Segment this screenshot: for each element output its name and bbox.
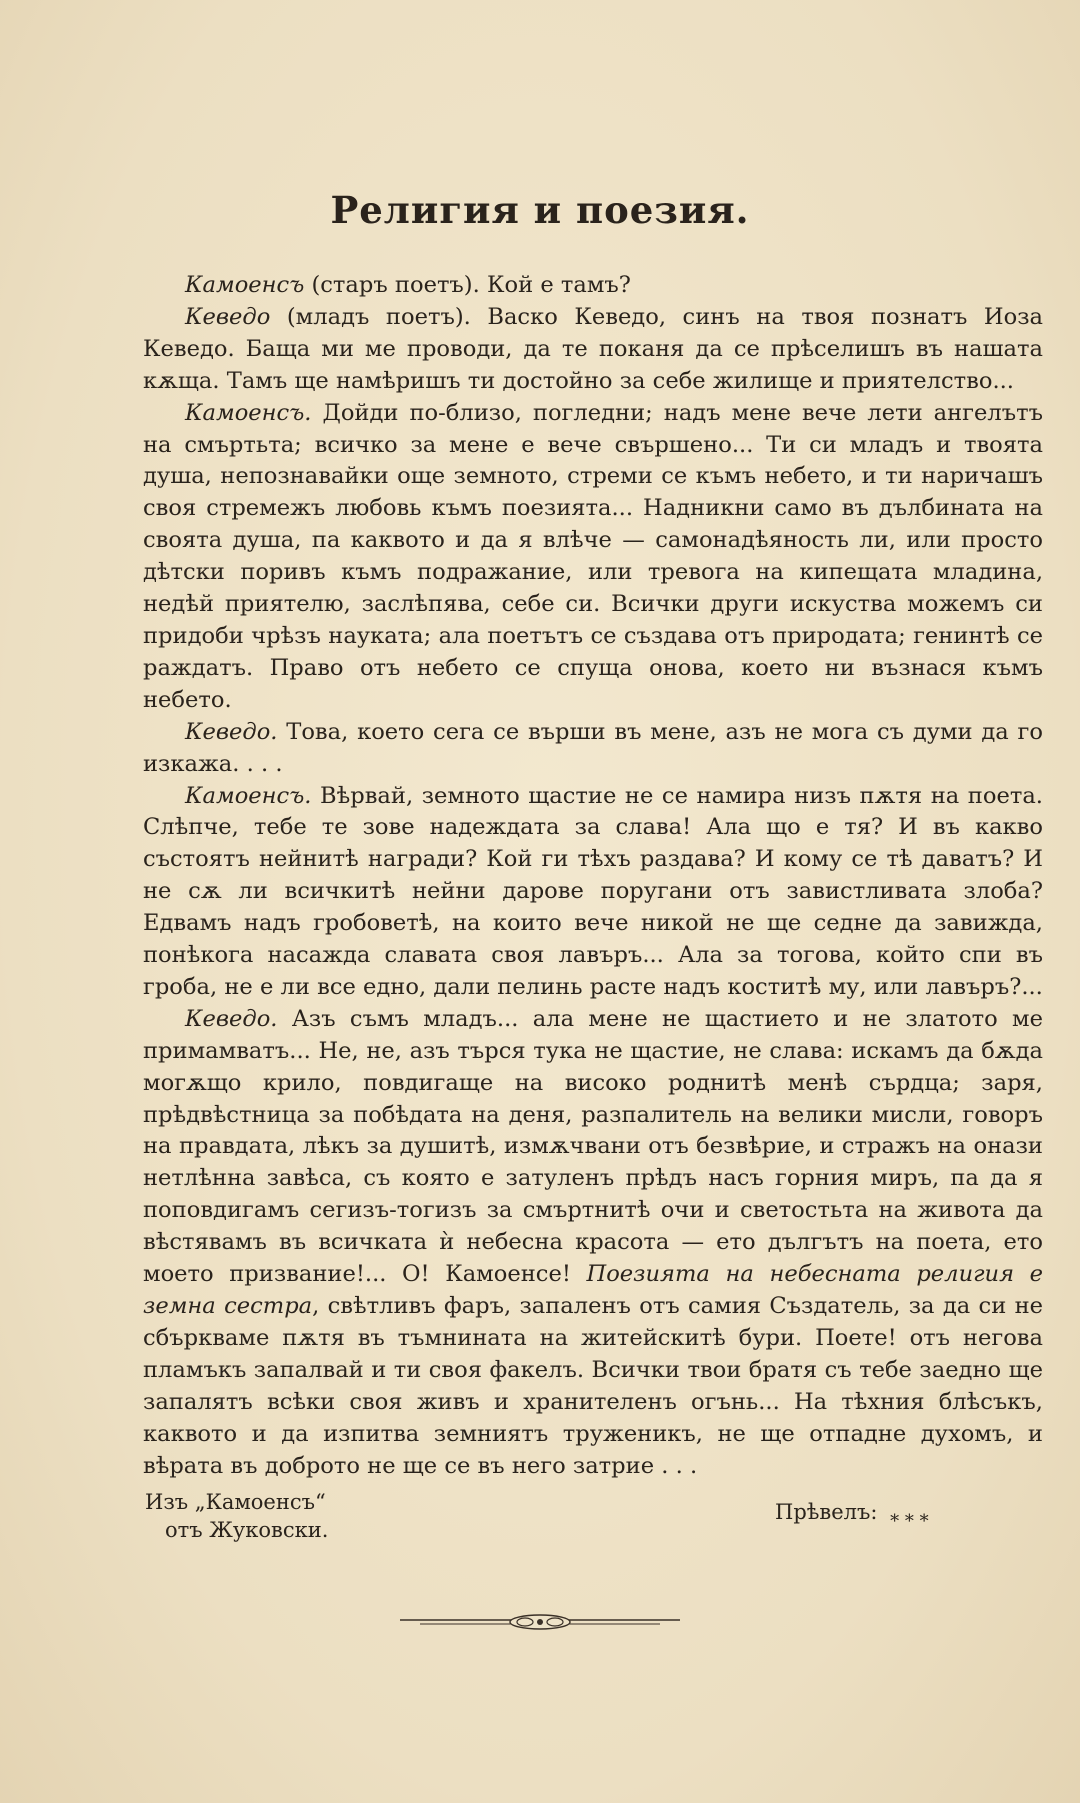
page-title: Религия и поезия.	[330, 188, 750, 232]
paragraph-text: (младъ поетъ). Васко Кеведо, синъ на твоя познатъ Иоза Кеведо. Баща ми ме проводи, да те поканя да се прѣселишъ въ нашата кѫща. Тамъ ще намѣришъ ти достойно за себе жилище и приятелство...	[143, 303, 1043, 394]
paragraph	[143, 398, 1043, 717]
paragraph-text: Това, което сега се върши въ мене, азъ не мога съ думи да го изкажа. . . .	[143, 718, 1043, 777]
speaker-name: Камоенсъ.	[185, 399, 312, 426]
paragraph	[143, 717, 1043, 781]
paragraph	[143, 781, 1043, 1004]
translator-label: Прѣвелъ:	[775, 1500, 878, 1524]
paragraph	[143, 270, 1043, 302]
paragraph-text: Азъ съмъ младъ... ала мене не щастието и не златото ме примамватъ... Не, не, азъ търся тука не щастие, не слава: искамъ да бѫда могѫщо крило, повдигаще на високо роднитѣ менѣ сърдца; заря, прѣдвѣстница за побѣдата на деня, разпалитель на велики мисли, говоръ на правдата, лѣкъ за душитѣ, измѫчвани отъ безвѣрие, и стражъ на онази нетлѣнна завѣса, съ която е затуленъ прѣдъ насъ горния миръ, па да я поповдигамъ сегизъ-тогизъ за смъртнитѣ очи и светостьта на живота да вѣстявамъ въ всичката ѝ небесна красота — ето дългътъ на поета, ето моето призвание!... О! Камоенсе!	[143, 1005, 1043, 1288]
speaker-name: Камоенсъ.	[185, 782, 312, 809]
source-citation	[145, 1488, 328, 1544]
paragraph-text-end: , свѣтливъ фаръ, запаленъ отъ самия Създатель, за да си не сбъркваме пѫтя въ тъмнината на житейскитѣ бури. Поете! отъ негова пламъкъ запалвай и ти своя факелъ. Всички твои братя съ тебе заедно ще запалятъ всѣки своя живъ и хранителенъ огънь... На тѣхния блѣсъкъ, каквото и да изпитва земниятъ труженикъ, не ще отпадне духомъ, и вѣрата въ доброто не ще се въ него затрие . . .	[143, 1293, 1043, 1479]
paragraph-text: (старъ поетъ). Кой е тамъ?	[304, 272, 631, 298]
source-line-1: Изъ „Камоенсъ“	[145, 1490, 326, 1514]
source-line-2: отъ Жуковски.	[165, 1518, 329, 1542]
paragraph	[143, 302, 1043, 398]
speaker-name: Кеведо.	[185, 1005, 278, 1032]
speaker-name: Камоенсъ	[185, 272, 305, 298]
paragraph-text: Вѣрвай, земното щастие не се намира низъ пѫтя на поета. Слѣпче, тебе те зове надеждата за слава! Ала що е тя? И въ какво състоятъ нейнитѣ награди? Кой ги тѣхъ раздава? И кому се тѣ даватъ? И не сѫ ли всичкитѣ нейни дарове поругани отъ завистливата злоба? Едвамъ надъ гробоветѣ, на които вече никой не ще седне да завижда, понѣкога насажда славата своя лавъръ... Ала за тогова, който спи въ гроба, не е ли все едно, дали пелинь расте надъ коститѣ му, или лавъръ?...	[143, 782, 1043, 1000]
translator-asterism: * * *	[890, 1511, 929, 1532]
dialogue-text	[143, 270, 1043, 1482]
speaker-name: Кеведо.	[185, 718, 278, 745]
paragraph-text: Дойди по-близо, погледни; надъ мене вече лети ангелътъ на смъртьта; всичко за мене е вече свършено... Ти си младъ и твоята душа, непознавайки още земното, стреми се къмъ небето, и ти наричашъ своя стремежъ любовь къмъ поезията... Надникни само въ дълбината на своята душа, па каквото и да я влѣче — самонадѣяность ли, или просто дѣтски поривъ къмъ подражание, или тревога на кипещата младина, недѣй приятелю, заслѣпява, себе си. Всички други искуства можемъ си придоби чрѣзъ науката; ала поетътъ се създава отъ природата; генинтѣ се раждатъ. Право отъ небето се спуща онова, което ни възнася къмъ небето.	[143, 399, 1043, 713]
translator-credit	[775, 1500, 929, 1532]
speaker-name: Кеведо	[185, 303, 271, 330]
ornament-divider-icon	[400, 1609, 680, 1635]
paragraph	[143, 1004, 1043, 1483]
emphasized-text: Поезията на небесната религия е земна сестра	[143, 1261, 1044, 1319]
